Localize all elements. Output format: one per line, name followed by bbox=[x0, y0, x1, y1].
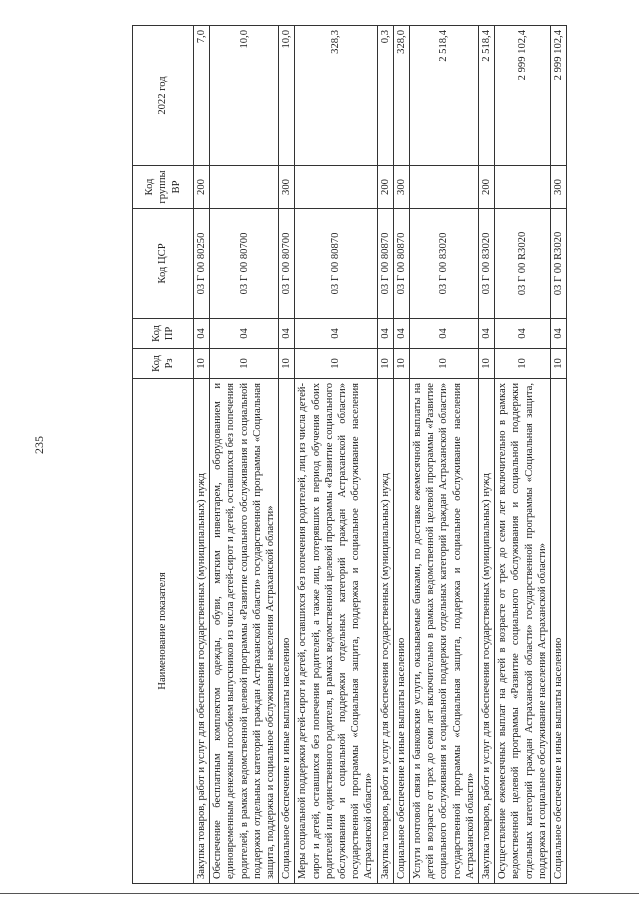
table-row bbox=[194, 26, 210, 884]
row-vr: 300 bbox=[393, 166, 409, 209]
table-header-row bbox=[133, 26, 194, 884]
row-name: Закупка товаров, работ и услуг для обеспечения государственных (муниципальных) нужд bbox=[377, 379, 393, 884]
row-name: Меры социальной поддержки детей-сирот и детей, оставшихся без попечения родителей, лиц из числа детей-сирот и детей, оставшихся без попечения родителей, а также лиц, потерявших в период обучения обоих родителей или единственного родителя, в рамках ведомственной целевой программы «Развитие социального обслуживания и социальной поддержки отдельных категорий граждан Астраханской области» государственной программы «Социальная защита, поддержка и социальное обслуживание населения Астраханской области» bbox=[295, 379, 377, 884]
row-csr: 03 Г 00 80870 bbox=[377, 209, 393, 319]
row-rz: 10 bbox=[410, 349, 479, 379]
row-rz: 10 bbox=[393, 349, 409, 379]
row-vr: 300 bbox=[279, 166, 295, 209]
row-pr: 04 bbox=[377, 319, 393, 349]
row-name: Закупка товаров, работ и услуг для обеспечения государственных (муниципальных) нужд bbox=[479, 379, 495, 884]
row-rz: 10 bbox=[210, 349, 279, 379]
row-name: Услуги почтовой связи и банковские услуги, оказываемые банками, по доставке ежемесячной выплаты на детей в возрасте от трех до семи лет включительно в рамках ведомственной целевой программы «Развитие социального обслуживания и социальной поддержки отдельных категорий граждан Астраханской области» государственной программы «Социальная защита, поддержка и социальное обслуживание населения Астраханской области» bbox=[410, 379, 479, 884]
row-amount: 328,3 bbox=[295, 26, 377, 166]
row-vr bbox=[210, 166, 279, 209]
row-csr: 03 Г 00 80700 bbox=[279, 209, 295, 319]
row-vr: 200 bbox=[479, 166, 495, 209]
row-pr: 04 bbox=[495, 319, 551, 349]
row-pr: 04 bbox=[410, 319, 479, 349]
row-csr: 03 Г 00 80700 bbox=[210, 209, 279, 319]
row-amount: 2 999 102,4 bbox=[495, 26, 551, 166]
table-row bbox=[393, 26, 409, 884]
row-rz: 10 bbox=[194, 349, 210, 379]
header-rz: Код Рз bbox=[133, 349, 194, 379]
row-amount: 7,0 bbox=[194, 26, 210, 166]
row-amount: 2 999 102,4 bbox=[551, 26, 567, 166]
table-row bbox=[479, 26, 495, 884]
row-csr: 03 Г 00 83020 bbox=[410, 209, 479, 319]
row-pr: 04 bbox=[479, 319, 495, 349]
table-row bbox=[377, 26, 393, 884]
row-name: Социальное обеспечение и иные выплаты населению bbox=[279, 379, 295, 884]
row-rz: 10 bbox=[279, 349, 295, 379]
row-amount: 2 518,4 bbox=[479, 26, 495, 166]
header-csr: Код ЦСР bbox=[133, 209, 194, 319]
row-name: Социальное обеспечение и иные выплаты населению bbox=[551, 379, 567, 884]
table-row bbox=[410, 26, 479, 884]
page-bottom-rule bbox=[0, 893, 639, 894]
page-number: 235 bbox=[32, 436, 46, 454]
row-vr bbox=[495, 166, 551, 209]
row-pr: 04 bbox=[295, 319, 377, 349]
row-rz: 10 bbox=[377, 349, 393, 379]
row-vr: 300 bbox=[551, 166, 567, 209]
budget-table bbox=[132, 25, 567, 884]
row-rz: 10 bbox=[479, 349, 495, 379]
row-csr: 03 Г 00 83020 bbox=[479, 209, 495, 319]
row-pr: 04 bbox=[210, 319, 279, 349]
row-name: Осуществление ежемесячных выплат на детей в возрасте от трех до семи лет включительно в рамках ведомственной целевой программы «Развитие социального обслуживания и социальной поддержки отдельных категорий граждан Астраханской области» государственной программы «Социальная защита, поддержка и социальное обслуживание населения Астраханской области» bbox=[495, 379, 551, 884]
row-csr: 03 Г 00 80870 bbox=[295, 209, 377, 319]
row-amount: 328,0 bbox=[393, 26, 409, 166]
row-vr: 200 bbox=[194, 166, 210, 209]
table-row bbox=[295, 26, 377, 884]
header-year-2022: 2022 год bbox=[133, 26, 194, 166]
row-amount: 2 518,4 bbox=[410, 26, 479, 166]
table-row bbox=[279, 26, 295, 884]
header-name: Наименование показателя bbox=[133, 379, 194, 884]
row-vr bbox=[410, 166, 479, 209]
table-row bbox=[495, 26, 551, 884]
row-csr: 03 Г 00 80250 bbox=[194, 209, 210, 319]
row-rz: 10 bbox=[551, 349, 567, 379]
row-rz: 10 bbox=[295, 349, 377, 379]
row-vr: 200 bbox=[377, 166, 393, 209]
row-amount: 10,0 bbox=[279, 26, 295, 166]
row-name: Обеспечение бесплатным комплектом одежды, обуви, мягким инвентарем, оборудованием и единовременным денежным пособием выпускников из числа детей-сирот и детей, оставшихся без попечения родителей, в рамках ведомственной целевой программы «Развитие социального обслуживания и социальной поддержки отдельных категорий граждан Астраханской области» государственной программы «Социальная защита, поддержка и социальное обслуживание населения Астраханской области» bbox=[210, 379, 279, 884]
row-rz: 10 bbox=[495, 349, 551, 379]
table-row bbox=[551, 26, 567, 884]
header-vr: Код группы ВР bbox=[133, 166, 194, 209]
row-pr: 04 bbox=[551, 319, 567, 349]
table-row bbox=[210, 26, 279, 884]
rotated-table-container bbox=[132, 26, 565, 884]
row-pr: 04 bbox=[194, 319, 210, 349]
row-csr: 03 Г 00 80870 bbox=[393, 209, 409, 319]
row-amount: 10,0 bbox=[210, 26, 279, 166]
row-csr: 03 Г 00 R3020 bbox=[495, 209, 551, 319]
row-csr: 03 Г 00 R3020 bbox=[551, 209, 567, 319]
row-name: Социальное обеспечение и иные выплаты населению bbox=[393, 379, 409, 884]
row-pr: 04 bbox=[393, 319, 409, 349]
header-pr: Код ПР bbox=[133, 319, 194, 349]
row-pr: 04 bbox=[279, 319, 295, 349]
row-amount: 0,3 bbox=[377, 26, 393, 166]
row-vr bbox=[295, 166, 377, 209]
row-name: Закупка товаров, работ и услуг для обеспечения государственных (муниципальных) нужд bbox=[194, 379, 210, 884]
